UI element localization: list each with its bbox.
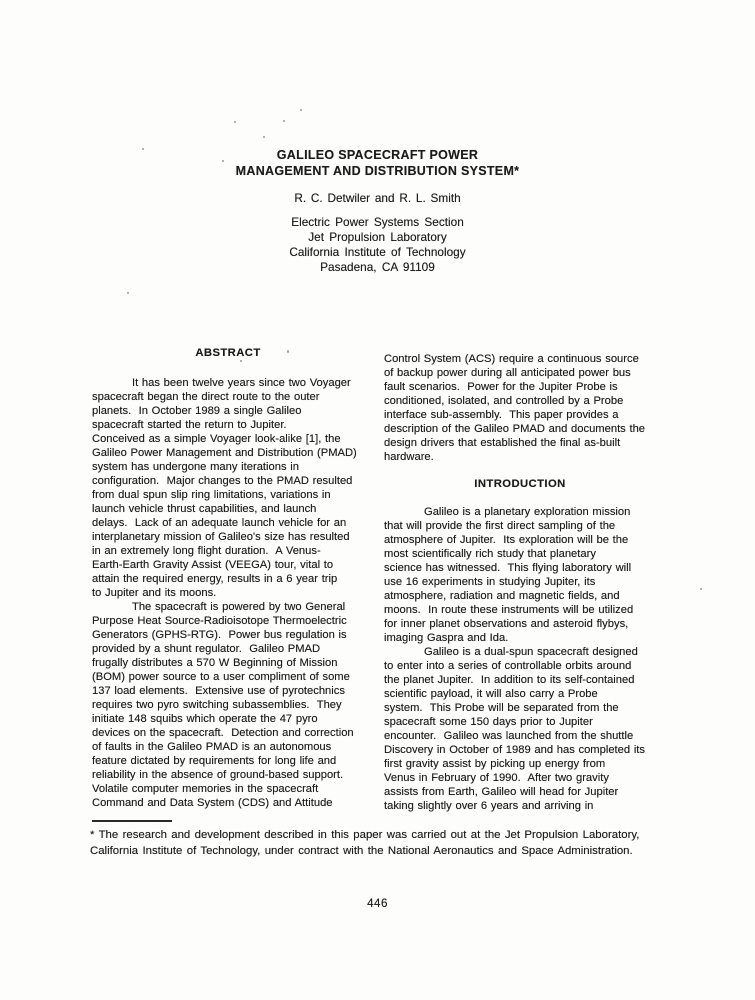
text-line: Volatile computer memories in the spacecraft: [92, 783, 319, 795]
text-line: California Institute of Technology, under contract with the National Aeronautics and Space Administration.: [90, 845, 633, 857]
text-line: delays. Lack of an adequate launch vehicle for an: [92, 517, 347, 529]
text-line: Purpose Heat Source-Radioisotope Thermoelectric: [92, 615, 347, 627]
introduction-paragraph-1: [384, 505, 656, 645]
page-number: 446: [367, 897, 388, 910]
text-line: assists from Earth, Galileo will head for Jupiter: [384, 786, 619, 798]
text-line: hardware.: [384, 451, 434, 463]
left-column: [92, 346, 364, 810]
text-line: first gravity assist by picking up energy from: [384, 758, 606, 770]
text-line: to Jupiter and its moons.: [92, 587, 217, 599]
text-line: Venus in February of 1990. After two gravity: [384, 772, 609, 784]
abstract-heading: ABSTRACT: [195, 347, 261, 359]
text-line: MANAGEMENT AND DISTRIBUTION SYSTEM*: [235, 164, 520, 178]
text-line: Control System (ACS) require a continuous source: [384, 353, 639, 365]
text-line: California Institute of Technology: [289, 245, 466, 259]
text-line: reliability in the absence of ground-based support.: [92, 769, 344, 781]
text-line: description of the Galileo PMAD and documents the: [384, 423, 646, 435]
text-line: scientific payload, it will also carry a Probe: [384, 688, 598, 700]
footnote-rule: [92, 820, 172, 822]
introduction-paragraph-2: [384, 645, 656, 813]
text-line: attain the required energy, results in a 6 year trip: [92, 573, 338, 585]
text-line: from dual spun slip ring limitations, variations in: [92, 489, 331, 501]
text-line: * The research and development described in this paper was carried out at the Jet Propulsion Laboratory,: [90, 829, 640, 841]
text-line: moons. In route these instruments will be utilized: [384, 604, 634, 616]
text-line: initiate 148 squibs which operate the 47 pyro: [92, 713, 318, 725]
abstract-paragraph-1: [92, 376, 364, 600]
text-line: for inner planet observations and asteroid flybys,: [384, 618, 629, 630]
text-line: the planet Jupiter. In addition to its self-contained: [384, 674, 635, 686]
text-line: spacecraft started the return to Jupiter.: [92, 419, 287, 431]
text-line: frugally distributes a 570 W Beginning of Mission: [92, 657, 338, 669]
text-line: in an extremely long flight duration. A Venus-: [92, 545, 321, 557]
footnote: [90, 820, 662, 859]
text-line: system has undergone many iterations in: [92, 461, 299, 473]
text-line: Earth-Earth Gravity Assist (VEEGA) tour, vital to: [92, 559, 334, 571]
paper-authors: R. C. Detwiler and R. L. Smith: [294, 191, 461, 205]
text-line: system. This Probe will be separated from the: [384, 702, 619, 714]
text-line: spacecraft began the direct route to the outer: [92, 391, 320, 403]
abstract-paragraph-2: [92, 600, 364, 810]
text-line: GALILEO SPACECRAFT POWER: [276, 148, 479, 162]
scan-speck: [700, 588, 702, 590]
text-line: atmosphere, radiation and magnetic fields, and: [384, 590, 620, 602]
text-line: planets. In October 1989 a single Galileo: [92, 405, 302, 417]
text-line: (BOM) power source to a user compliment of some: [92, 671, 350, 683]
scan-speck: [234, 121, 236, 123]
text-line: Pasadena, CA 91109: [320, 260, 435, 274]
text-line: science has witnessed. This flying laboratory will: [384, 562, 632, 574]
text-line: The spacecraft is powered by two General: [132, 601, 346, 613]
text-line: use 16 experiments in studying Jupiter, its: [384, 576, 596, 588]
text-line: taking slightly over 6 years and arriving in: [384, 800, 594, 812]
text-line: Galileo is a planetary exploration mission: [424, 506, 631, 518]
text-line: imaging Gaspra and Ida.: [384, 632, 509, 644]
scan-speck: [283, 120, 285, 122]
text-line: fault scenarios. Power for the Jupiter Probe is: [384, 381, 618, 393]
text-line: Galileo is a dual-spun spacecraft designed: [424, 646, 638, 658]
text-line: spacecraft some 150 days prior to Jupiter: [384, 716, 593, 728]
text-line: 137 load elements. Extensive use of pyrotechnics: [92, 685, 345, 697]
text-line: Command and Data System (CDS) and Attitude: [92, 797, 333, 809]
text-line: to enter into a series of controllable orbits around: [384, 660, 632, 672]
text-line: Electric Power Systems Section: [291, 215, 464, 229]
text-line: encounter. Galileo was launched from the shuttle: [384, 730, 634, 742]
scan-speck: [127, 292, 129, 294]
scan-speck: [263, 136, 265, 138]
text-line: Galileo Power Management and Distribution (PMAD): [92, 447, 357, 459]
text-line: design drivers that established the final as-built: [384, 437, 621, 449]
text-line: of faults in the Galileo PMAD is an autonomous: [92, 741, 332, 753]
right-column: [384, 352, 656, 813]
text-line: interplanetary mission of Galileo's size has resulted: [92, 531, 350, 543]
text-line: devices on the spacecraft. Detection and correction: [92, 727, 354, 739]
text-line: interface sub-assembly. This paper provides a: [384, 409, 619, 421]
text-line: that will provide the first direct sampling of the: [384, 520, 616, 532]
text-line: atmosphere of Jupiter. Its exploration will be the: [384, 534, 629, 546]
text-line: Conceived as a simple Voyager look-alike [1], the: [92, 433, 341, 445]
text-line: Discovery in October of 1989 and has completed its: [384, 744, 646, 756]
text-line: Jet Propulsion Laboratory: [308, 230, 447, 244]
scan-speck: [300, 109, 302, 111]
text-line: requires two pyro switching subassemblies. They: [92, 699, 342, 711]
paper-title: [0, 147, 755, 179]
text-line: most scientifically rich study that planetary: [384, 548, 596, 560]
text-line: conditioned, isolated, and controlled by a Probe: [384, 395, 624, 407]
text-line: Generators (GPHS-RTG). Power bus regulation is: [92, 629, 347, 641]
text-line: provided by a shunt regulator. Galileo PMAD: [92, 643, 321, 655]
text-line: feature dictated by requirements for long life and: [92, 755, 337, 767]
text-line: launch vehicle thrust capabilities, and launch: [92, 503, 317, 515]
text-line: configuration. Major changes to the PMAD resulted: [92, 475, 353, 487]
text-line: It has been twelve years since two Voyager: [132, 377, 351, 389]
text-line: of backup power during all anticipated power bus: [384, 367, 631, 379]
footnote-text: [90, 827, 662, 859]
paper-affiliation: [0, 215, 755, 275]
introduction-heading: INTRODUCTION: [474, 478, 566, 490]
abstract-continuation-paragraph: [384, 352, 656, 464]
